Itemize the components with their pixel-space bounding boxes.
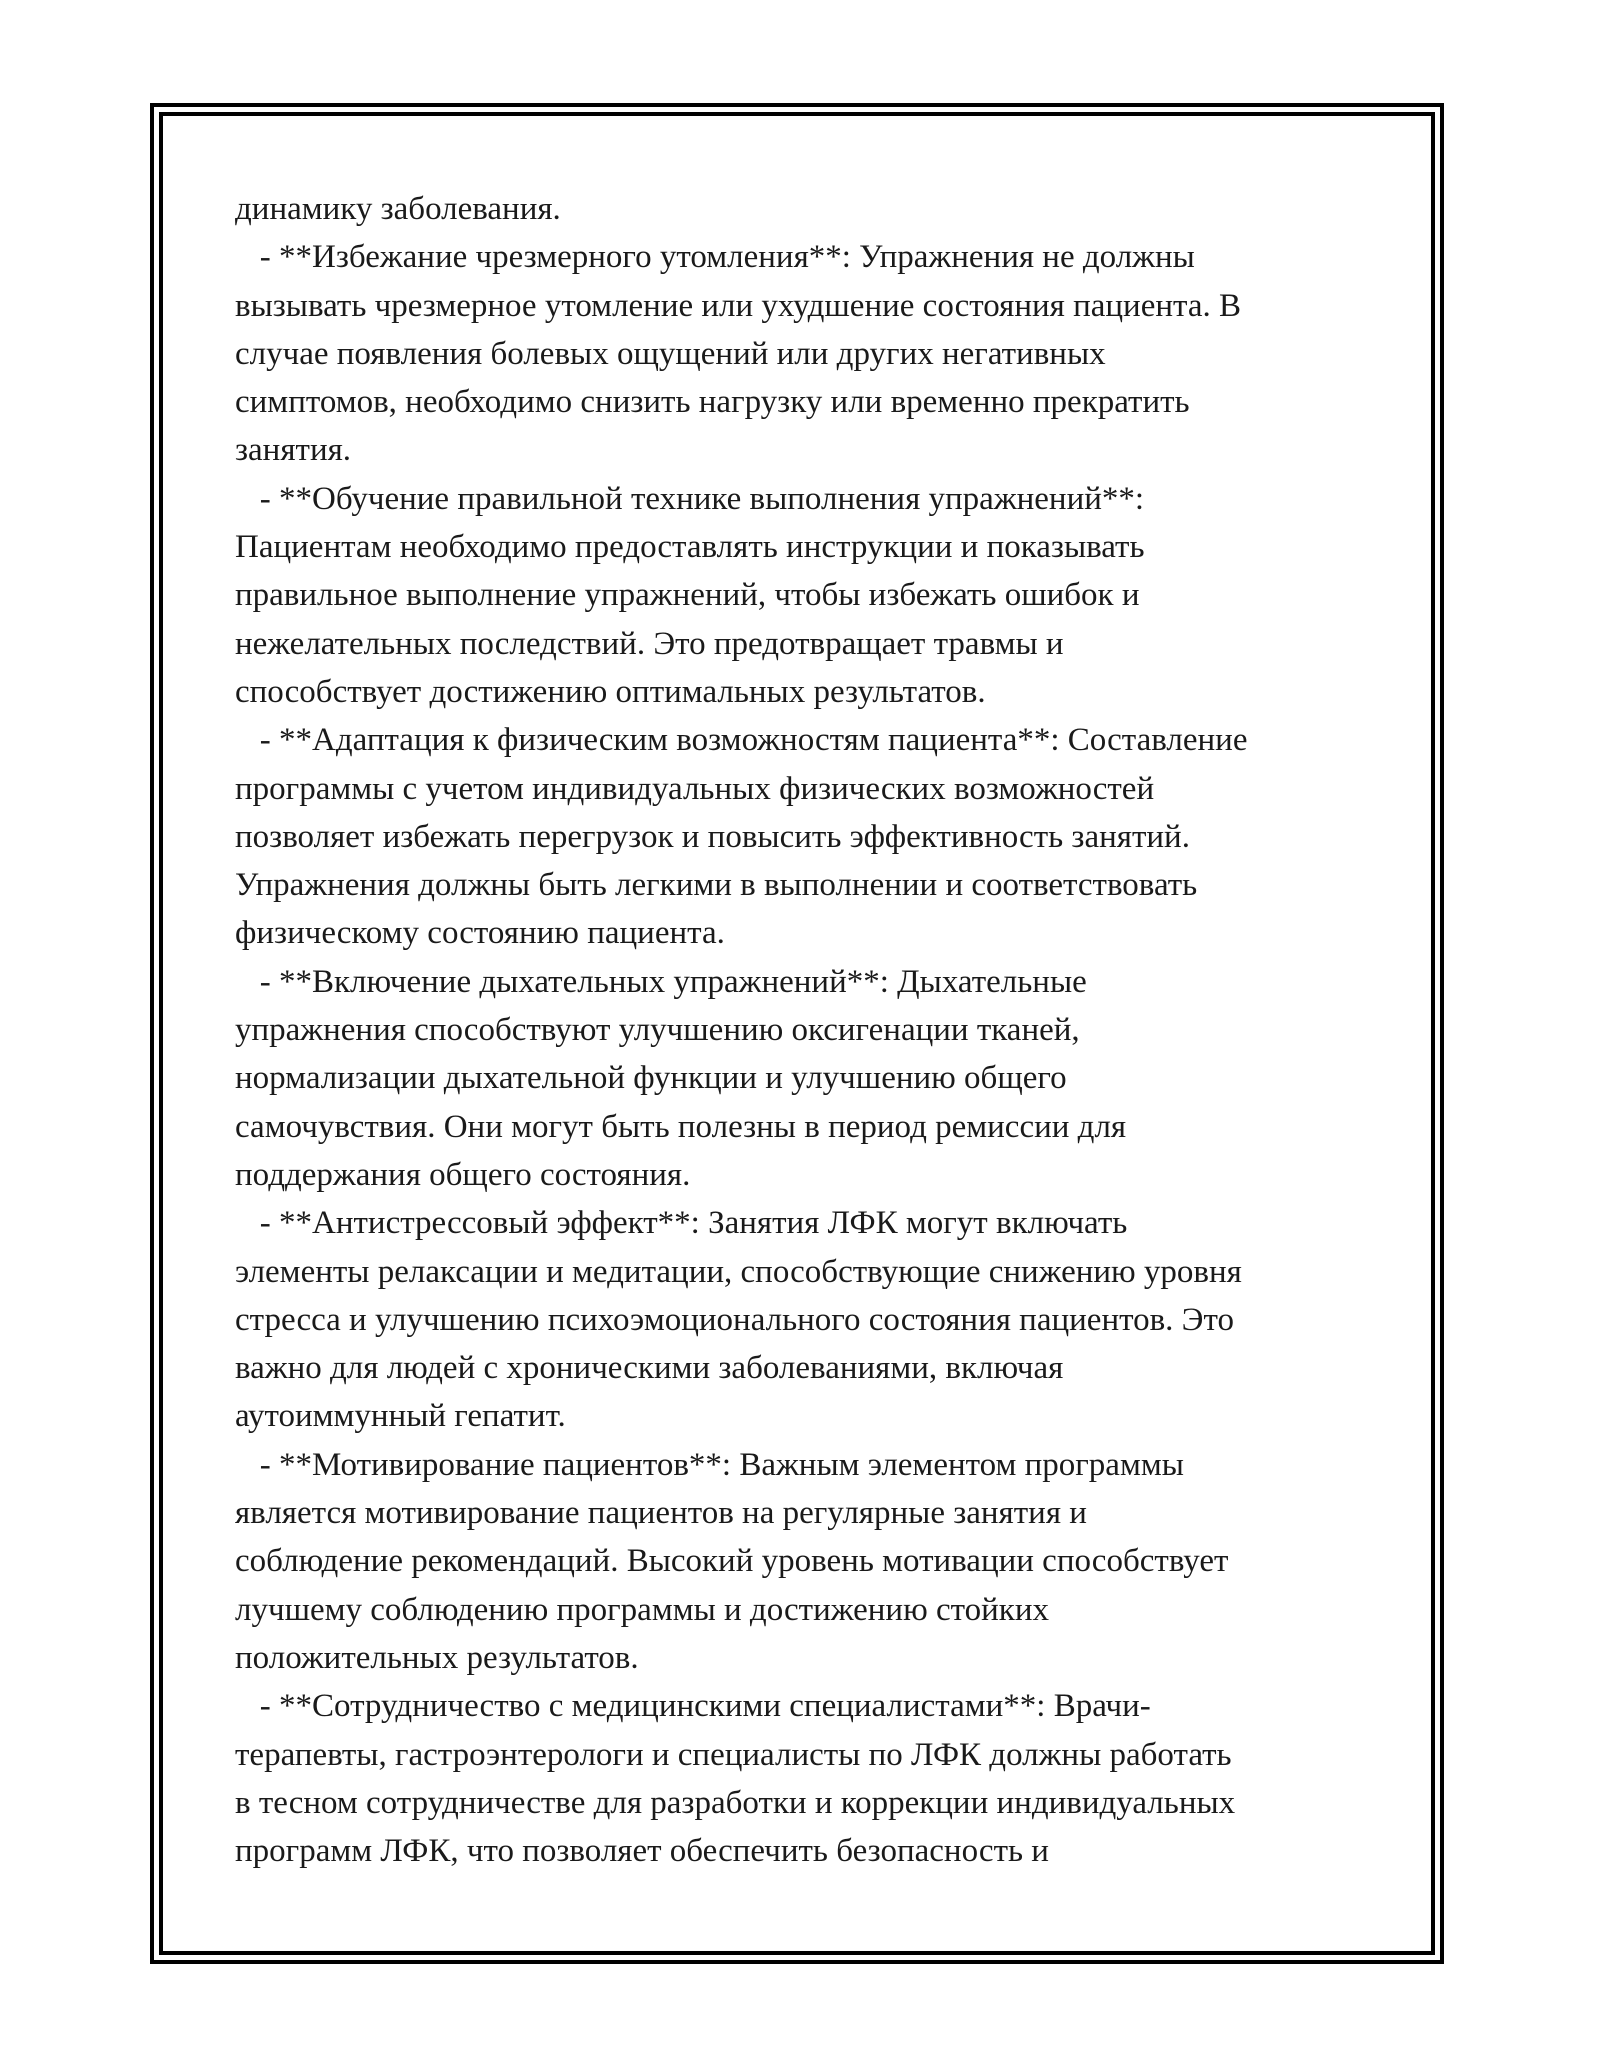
document-line: случае появления болевых ощущений или других негативных xyxy=(235,335,1106,372)
document-line: самочувствия. Они могут быть полезны в период ремиссии для xyxy=(235,1108,1127,1145)
document-line: упражнения способствуют улучшению оксигенации тканей, xyxy=(235,1012,1080,1049)
document-line: позволяет избежать перегрузок и повысить эффективность занятий. xyxy=(235,818,1190,855)
document-line: симптомов, необходимо снизить нагрузку или временно прекратить xyxy=(235,384,1190,421)
document-line: терапевты, гастроэнтерологи и специалисты по ЛФК должны работать xyxy=(235,1736,1232,1773)
document-line: динамику заболевания. xyxy=(235,191,561,227)
document-line: положительных результатов. xyxy=(235,1639,639,1676)
document-line: правильное выполнение упражнений, чтобы избежать ошибок и xyxy=(235,577,1140,614)
document-line: Пациентам необходимо предоставлять инструкции и показывать xyxy=(235,529,1145,566)
document-line: поддержания общего состояния. xyxy=(235,1156,691,1193)
document-line: элементы релаксации и медитации, способствующие снижению уровня xyxy=(235,1253,1242,1290)
document-line: стресса и улучшению психоэмоционального состояния пациентов. Это xyxy=(235,1301,1234,1338)
document-line: - **Обучение правильной технике выполнения упражнений**: xyxy=(235,480,1145,517)
document-line: Упражнения должны быть легкими в выполнении и соответствовать xyxy=(235,867,1198,904)
document-line: нежелательных последствий. Это предотвращает травмы и xyxy=(235,625,1064,662)
document-line: - **Сотрудничество с медицинскими специалистами**: Врачи- xyxy=(235,1688,1151,1725)
document-line: аутоиммунный гепатит. xyxy=(235,1398,566,1435)
document-line: - **Мотивирование пациентов**: Важным элементом программы xyxy=(235,1446,1184,1483)
document-line: является мотивирование пациентов на регулярные занятия и xyxy=(235,1495,1087,1532)
document-line: программы с учетом индивидуальных физических возможностей xyxy=(235,770,1155,807)
document-line: программ ЛФК, что позволяет обеспечить безопасность и xyxy=(235,1833,1049,1870)
document-line: важно для людей с хроническими заболеваниями, включая xyxy=(235,1350,1064,1387)
document-line: - **Антистрессовый эффект**: Занятия ЛФК могут включать xyxy=(235,1205,1128,1242)
document-line: нормализации дыхательной функции и улучшению общего xyxy=(235,1060,1067,1097)
document-line: соблюдение рекомендаций. Высокий уровень мотивации способствует xyxy=(235,1543,1229,1580)
document-line: физическому состоянию пациента. xyxy=(235,915,725,952)
document-line: занятия. xyxy=(235,432,352,469)
document-line: - **Включение дыхательных упражнений**: Дыхательные xyxy=(235,963,1087,1000)
document-line: лучшему соблюдению программы и достижению стойких xyxy=(235,1591,1049,1628)
document-line: вызывать чрезмерное утомление или ухудшение состояния пациента. В xyxy=(235,287,1241,324)
document-line: способствует достижению оптимальных результатов. xyxy=(235,673,986,710)
document-line: - **Избежание чрезмерного утомления**: Упражнения не должны xyxy=(235,239,1195,276)
document-line: в тесном сотрудничестве для разработки и коррекции индивидуальных xyxy=(235,1784,1236,1821)
document-body xyxy=(235,185,1375,1875)
document-line: - **Адаптация к физическим возможностям пациента**: Составление xyxy=(235,722,1248,759)
